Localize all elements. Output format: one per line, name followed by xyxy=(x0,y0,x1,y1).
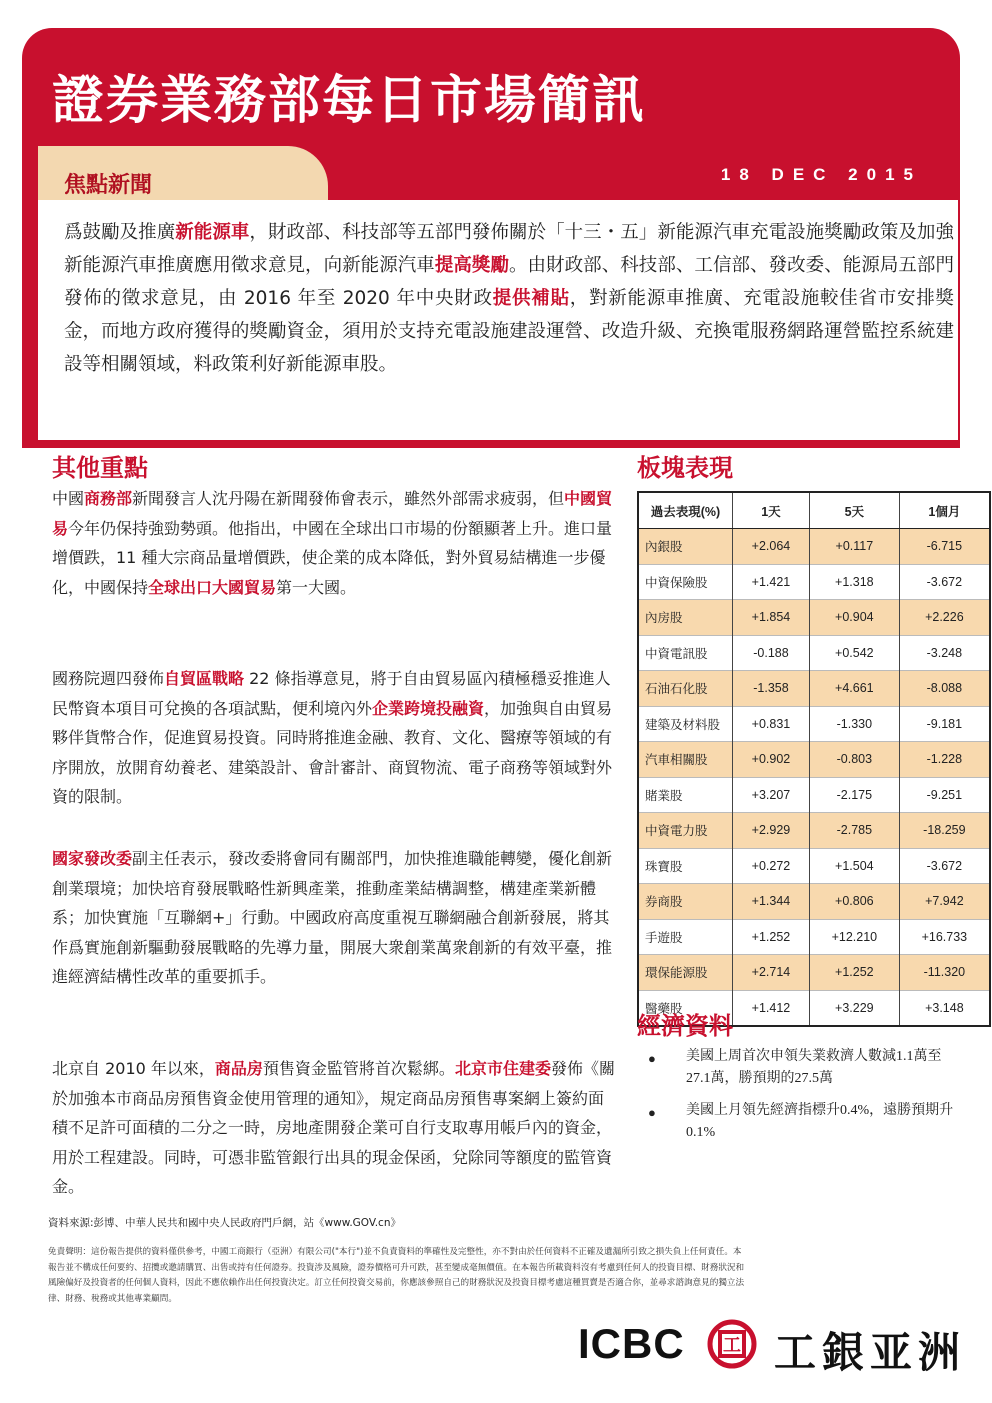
sector-name-cell: 環保能源股 xyxy=(638,955,733,991)
sector-value-cell: +0.117 xyxy=(809,529,899,565)
news-paragraph-beijing-property xyxy=(52,1054,618,1202)
text-segment: 第一大國。 xyxy=(276,577,357,597)
table-row xyxy=(638,884,990,920)
sector-value-cell: -18.259 xyxy=(899,813,990,849)
highlight-keyword: 國家發改委 xyxy=(52,849,133,868)
sector-value-cell: +0.542 xyxy=(809,635,899,671)
table-header-row xyxy=(638,492,990,529)
text-segment: 新聞發言人沈丹陽在新聞發佈會表示，雖然外部需求疲弱，但 xyxy=(132,489,565,508)
economic-data-heading: 經濟資料 xyxy=(637,1012,733,1040)
sector-value-cell: +1.318 xyxy=(809,564,899,600)
sector-name-cell: 手遊股 xyxy=(638,919,733,955)
text-segment: 北京自 2010 年以來， xyxy=(52,1059,215,1078)
sector-value-cell: -9.251 xyxy=(899,777,990,813)
sector-value-cell: +2.226 xyxy=(899,600,990,636)
sector-value-cell: -1.228 xyxy=(899,742,990,778)
col-header-period: 過去表現(%) xyxy=(638,492,733,529)
highlight-keyword: 商品房 xyxy=(214,1059,263,1078)
icbc-emblem-mark: 工 xyxy=(723,1335,741,1356)
sector-value-cell: +2.714 xyxy=(733,955,810,991)
col-header-5d: 5天 xyxy=(809,492,899,529)
sector-name-cell: 建築及材料股 xyxy=(638,706,733,742)
sector-value-cell: -2.175 xyxy=(809,777,899,813)
sector-value-cell: +3.229 xyxy=(809,990,899,1026)
sector-value-cell: +1.252 xyxy=(733,919,810,955)
text-segment: ，財政部、科技部等五部門發佈關於「十三・五」新能源汽車充電設施獎勵政策及加強新能源汽車推廣應用徵求意見，向新能源汽車 xyxy=(64,222,954,276)
sector-value-cell: -3.672 xyxy=(899,848,990,884)
text-segment: ，加強與自由貿易夥伴貨幣合作，促進貿易投資。同時將推進金融、教育、文化、醫療等領域的有序開放，放開育幼養老、建築設計、會計審計、商貿物流、電子商務等領域對外資的限制。 xyxy=(52,698,613,806)
icbc-asia-logo xyxy=(578,1316,968,1376)
table-row xyxy=(638,919,990,955)
sector-value-cell: +1.252 xyxy=(809,955,899,991)
sector-value-cell: +16.733 xyxy=(899,919,990,955)
sector-performance-heading: 板塊表現 xyxy=(637,454,733,482)
news-paragraph-ftz xyxy=(52,664,618,812)
data-source-note: 資料來源:彭博、中華人民共和國中央人民政府門戶網，站《www.GOV.cn》 xyxy=(48,1217,401,1229)
col-header-1d: 1天 xyxy=(733,492,810,529)
highlight-keyword: 商務部 xyxy=(84,489,133,508)
sector-name-cell: 中資電力股 xyxy=(638,813,733,849)
text-segment: 中國 xyxy=(52,489,85,508)
sector-name-cell: 石油石化股 xyxy=(638,671,733,707)
economic-item-text: 美國上月領先經濟指標升0.4%，遠勝預期升0.1% xyxy=(686,1103,954,1140)
sector-value-cell: +7.942 xyxy=(899,884,990,920)
disclaimer-text: 免責聲明：這份報告提供的資料僅供參考，中國工商銀行（亞洲）有限公司("本行")並不負責資料的準確性及完整性，亦不對由於任何資料不正確及遺漏所引致之損失負上任何責任。本報告並不構成任何要約、招攬或邀請購買、出售或持有任何證券。投資涉及風險，證券價格可升可跌，甚至變成毫無價值。在本報告所載資料沒有考慮到任何人的投資目標、財務狀況和風險偏好及投資者的任何個人資料，因此不應依賴作出任何投資決定。訂立任何投資交易前，你應該參照自己的財務狀況及投資目標考慮這種買賣是否適合你，並尋求諮詢意見的獨立法律、財務、稅務或其他專業顧問。 xyxy=(48,1247,745,1304)
text-segment: 國務院週四發佈 xyxy=(52,669,165,688)
highlight-keyword: 北京市住建委 xyxy=(454,1059,551,1078)
highlight-keyword: 新能源車 xyxy=(175,222,250,243)
sector-value-cell: +0.831 xyxy=(733,706,810,742)
icbc-emblem-icon xyxy=(706,1318,758,1370)
other-highlights-heading: 其他重點 xyxy=(52,454,148,482)
economic-item xyxy=(640,1046,965,1090)
table-row xyxy=(638,635,990,671)
news-paragraph-trade xyxy=(52,484,618,602)
sector-name-cell: 內銀股 xyxy=(638,529,733,565)
sector-value-cell: +4.661 xyxy=(809,671,899,707)
sector-value-cell: +1.412 xyxy=(733,990,810,1026)
sector-value-cell: +0.806 xyxy=(809,884,899,920)
table-row xyxy=(638,529,990,565)
bullet-icon: ● xyxy=(648,1051,656,1066)
table-row xyxy=(638,600,990,636)
sector-value-cell: -1.330 xyxy=(809,706,899,742)
highlight-keyword: 提供補貼 xyxy=(492,288,570,309)
table-row xyxy=(638,813,990,849)
sector-value-cell: -1.358 xyxy=(733,671,810,707)
logo-chinese-text: 工銀亚洲 xyxy=(774,1329,967,1376)
sector-name-cell: 醫藥股 xyxy=(638,990,733,1026)
sector-name-cell: 汽車相關股 xyxy=(638,742,733,778)
highlight-keyword: 企業跨境投融資 xyxy=(372,698,485,718)
sector-value-cell: +3.148 xyxy=(899,990,990,1026)
sector-value-cell: -8.088 xyxy=(899,671,990,707)
table-row xyxy=(638,564,990,600)
logo-latin-text: ICBC xyxy=(578,1320,685,1367)
sector-value-cell: +1.344 xyxy=(733,884,810,920)
text-segment: 22 條指導意見，將于自由貿易區內積極穩妥推進人民幣資本項目可兌換的各項試點，便利境內外 xyxy=(52,669,611,718)
text-segment: 今年仍保持強勁勢頭。他指出，中國在全球出口市場的份額顯著上升。進口量增價跌，11 種大宗商品量增價跌，使企業的成本降低，對外貿易結構進一步優化，中國保持 xyxy=(52,518,613,597)
page-title: 證券業務部每日市場簡訊 xyxy=(52,70,647,131)
sector-value-cell: -0.188 xyxy=(733,635,810,671)
sector-name-cell: 中資電訊股 xyxy=(638,635,733,671)
table-row xyxy=(638,955,990,991)
focus-news-text xyxy=(64,216,954,381)
focus-news-heading: 焦點新聞 xyxy=(64,173,153,198)
sector-name-cell: 珠寶股 xyxy=(638,848,733,884)
sector-value-cell: +1.421 xyxy=(733,564,810,600)
economic-item-text: 美國上周首次申領失業救濟人數減1.1萬至27.1萬，勝預期的27.5萬 xyxy=(686,1049,942,1086)
col-header-1m: 1個月 xyxy=(899,492,990,529)
highlight-keyword: 提高獎勵 xyxy=(434,255,510,276)
highlight-keyword: 自貿區戰略 xyxy=(164,669,245,688)
table-row xyxy=(638,742,990,778)
bullet-icon: ● xyxy=(648,1105,656,1120)
sector-value-cell: +12.210 xyxy=(809,919,899,955)
text-segment: 。由財政部、科技部、工信部、發改委、能源局五部門發佈的徵求意見，由 2016 年至 2020 年中央財政 xyxy=(64,255,954,309)
sector-value-cell: +2.929 xyxy=(733,813,810,849)
sector-value-cell: +1.854 xyxy=(733,600,810,636)
sector-value-cell: +2.064 xyxy=(733,529,810,565)
sector-value-cell: +0.904 xyxy=(809,600,899,636)
sector-value-cell: -11.320 xyxy=(899,955,990,991)
text-segment: 發佈《關於加強本市商品房預售資金使用管理的通知》，規定商品房預售專案網上簽約面積不足許可面積的二分之一時，房地產開發企業可自行支取專用帳戶內的資金，用於工程建設。同時，可憑非監管銀行出具的現金保函，兌除同等額度的監管資金。 xyxy=(52,1059,615,1196)
text-segment: ，對新能源車推廣、充電設施較佳省市安排獎金，而地方政府獲得的獎勵資金，須用於支持充電設施建設運營、改造升級、充換電服務網路運營監控系統建設等相關領域，料政策利好新能源車股。 xyxy=(64,288,954,375)
table-row xyxy=(638,777,990,813)
sector-value-cell: +1.504 xyxy=(809,848,899,884)
sector-value-cell: -6.715 xyxy=(899,529,990,565)
highlight-keyword: 全球出口大國貿易 xyxy=(148,577,277,597)
sector-value-cell: -9.181 xyxy=(899,706,990,742)
sector-name-cell: 中資保險股 xyxy=(638,564,733,600)
sector-value-cell: +3.207 xyxy=(733,777,810,813)
sector-value-cell: -0.803 xyxy=(809,742,899,778)
text-segment: 爲鼓勵及推廣 xyxy=(64,222,176,243)
sector-value-cell: +0.272 xyxy=(733,848,810,884)
news-paragraph-ndrc xyxy=(52,844,618,992)
sector-name-cell: 內房股 xyxy=(638,600,733,636)
table-row xyxy=(638,706,990,742)
sector-value-cell: -2.785 xyxy=(809,813,899,849)
table-row xyxy=(638,848,990,884)
report-date: 18 DEC 2015 xyxy=(720,165,922,184)
text-segment: 副主任表示，發改委將會同有關部門，加快推進職能轉變，優化創新創業環境；加快培育發展戰略性新興產業，推動產業結構調整，構建產業新體系；加快實施「互聯網+」行動。中國政府高度重視互聯網融合創新發展，將其作爲實施創新驅動發展戰略的先導力量，開展大衆創業萬衆創新的有效平臺，推進經濟結構性改革的重要抓手。 xyxy=(52,849,613,986)
sector-value-cell: -3.672 xyxy=(899,564,990,600)
sector-value-cell: -3.248 xyxy=(899,635,990,671)
sector-name-cell: 券商股 xyxy=(638,884,733,920)
sector-performance-table xyxy=(637,491,991,1027)
text-segment: 預售資金監管將首次鬆綁。 xyxy=(262,1059,455,1078)
economic-item xyxy=(640,1100,965,1144)
sector-value-cell: +0.902 xyxy=(733,742,810,778)
highlight-keyword: 中國貿易 xyxy=(52,489,613,538)
table-row xyxy=(638,671,990,707)
sector-name-cell: 賭業股 xyxy=(638,777,733,813)
